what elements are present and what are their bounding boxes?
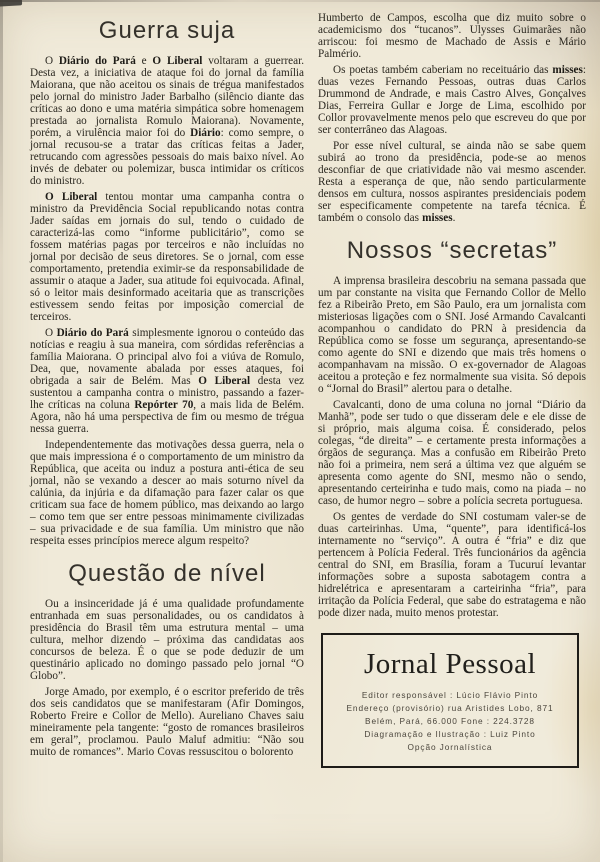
masthead-line: Endereço (provisório) rua Aristides Lobo, 871	[346, 703, 554, 713]
scan-edge-top	[0, 0, 600, 2]
article-paragraph: Independentemente das motivações dessa guerra, nela o que mais impressiona é o comportamento de um ministro da República, que aceita ou induz a postura anti-ética de seu jornal, não se vexando a descer ao mais soturno nível da calúnia, da injúria e da difamação para fazer calar os que criticam sua face de homem público, mas deixando ao largo – como tem que ser entre pessoas minimamente civilizadas – sua privacidade e de sua família. Um ministro que não respeita esses princípios merece algum respeito?	[30, 439, 304, 547]
article-paragraph: Ou a insinceridade já é uma qualidade profundamente entranhada em suas personalidades, ou os candidatos à presidência do Brasil têm uma estrutura mental – uma cultura, melhor dizendo – próxima das candidatas aos concursos de beleza. É o que se pode deduzir de um questinário aplicado no domingo passado pelo jornal “O Globo”.	[30, 598, 304, 682]
article-paragraph: Humberto de Campos, escolha que diz muito sobre o academicismo dos “tucanos”. Ulysses Guimarães não arriscou: foi mesmo de Machado de Assis e Mário Palmério.	[318, 12, 586, 60]
headline-guerra-suja: Guerra suja	[98, 17, 236, 44]
masthead-line: Belém, Pará, 66.000 Fone : 224.3728	[365, 716, 535, 726]
article-paragraph: O Diário do Pará simplesmente ignorou o conteúdo das notícias e reagiu à sua maneira, com sórdidas referências a família Maiorana. O principal alvo foi a viúva de Romulo, Dea, que, novamente abalada por esses ataques, foi obrigada a sair de Belém. Mas O Liberal desta vez sustentou a campanha contra o ministro, passando a fazer-lhe críticas na coluna Repórter 70, a mais lida de Belém. Agora, não há uma perspectiva de fim ou mesmo de trégua nessa guerra.	[30, 327, 304, 435]
masthead-line: Diagramação e Ilustração : Luiz Pinto	[364, 729, 536, 739]
masthead-line: Editor responsável : Lúcio Flávio Pinto	[361, 690, 539, 700]
article-paragraph: Os gentes de verdade do SNI costumam valer-se de duas carteirinhas. Uma, “quente”, para identificá-los internamente no “serviço”. A outra é “fria” e diz que pertencem à Polícia Federal. Três funcionários da agência central do SNI, em Brasília, foram a Tucuruí levantar informações sobre a suposta sabotagem contra a hidrelétrica e apresentaram a carteirinha “fria”, para irritação da Polícia Federal, que sabe do estratagema e não pode dizer nada, muito menos protestar.	[318, 511, 586, 619]
scan-edge-left	[0, 0, 3, 862]
headline-nossos-secretas: Nossos “secretas”	[346, 237, 558, 264]
masthead-logo: Jornal Pessoal	[363, 648, 537, 680]
masthead-line: Opção Jornalística	[407, 742, 493, 752]
left-column	[30, 16, 304, 762]
article-paragraph: Os poetas também caberiam no receituário das misses: duas vezes Fernando Pessoas, outras duas Carlos Drummond de Andrade, e mais Castro Alves, Gonçalves Dias, Ferreira Gullar e Jorge de Lima, escolhido por Collor provavelmente menos pelo que escreveu do que por ser conterrâneo das Alagoas.	[318, 64, 586, 136]
masthead-lines	[325, 689, 575, 754]
article-paragraph: O Liberal tentou montar uma campanha contra o ministro da Previdência Social republicando notas contra Jader saídas em jornais do sul, tendo o cuidado de caracterizá-las como “informe publicitário”, como se fossem matérias pagas por terceiros e não incluídas no jornal por decisão de seus diretores. Se o jornal, com esse comportamento, pretendia eximir-se da responsabilidade de assumir o ataque a Jader, sua atitude foi equivocada. Afinal, só o leitor mais desinformado aceitaria que as transcrições estivessem sendo feitas por imposição comercial de terceiros.	[30, 191, 304, 323]
article-paragraph: O Diário do Pará e O Liberal voltaram a guerrear. Desta vez, a iniciativa de ataque foi do jornal da família Maiorana, que não aceitou os sinais de trégua manifestados pelo jornal do ministro Jader Barbalho (silêncio diante das críticas ao dono e uma matéria simpática sobre homenagem prestada ao jornalista Romulo Maiorana). Novamente, porém, a virulência maior foi do Diário: como sempre, o jornal recusou-se a tratar das críticas feitas a Jader, retrucando com agressões pessoais do mais baixo nível. Ao invés de debater ou polemizar, busca intimidar os críticos do ministro.	[30, 55, 305, 187]
article-paragraph: Cavalcanti, dono de uma coluna no jornal “Diário da Manhã”, pode ser tudo o que disseram dele e ele disse de si próprio, mais alguma coisa. É considerado, pelos colegas, “de direita” – e certamente presta informações a órgãos de segurança. Mas a confusão em Ribeirão Preto não foi a primeira, nem será a última vez que alguém se apresenta como agente do SNI, mesmo não o sendo, apresentando certeirinha e tudo mais, como na piada – no caso, de humor negro – sobre a polícia secreta portuguesa.	[318, 399, 586, 507]
article-paragraph: Por esse nível cultural, se ainda não se sabe quem subirá ao trono da presidência, pode-se ao menos desconfiar de que criatividade não vai mesmo ascender. Resta a esperança de que, não sendo particularmente densos em cultura, nossos aspirantes presidenciais podem ser especificamente competente na tarefa técnica. É também o consolo das misses.	[318, 140, 586, 224]
masthead-box	[321, 633, 579, 768]
headline-questao-de-nivel: Questão de nível	[68, 560, 266, 587]
article-paragraph: Jorge Amado, por exemplo, é o escritor preferido de três dos seis candidatos que se manifestaram (Afir Domingos, Roberto Freire e Collor de Mello). Aureliano Chaves saiu mineiramente pela tangente: “gosto de romances brasileiros em geral”, proclamou. Paulo Maluf admitiu: “Não sou muito de romances”. Mario Covas ressuscitou o bolorento	[30, 686, 304, 758]
right-column-text	[318, 12, 586, 619]
left-column-text	[30, 16, 304, 758]
right-column	[318, 12, 586, 768]
article-paragraph: A imprensa brasileira descobriu na semana passada que um par constante na visita que Fernando Collor de Mello fez a Ribeirão Preto, em São Paulo, era um jornalista com misteriosas ligações com o SNI. José Armando Cavalcanti acompanhou o candidato do PRN à presidencia da República como se fosse um segurança, apresentando-se como agente do SNI e dizendo que mais três homens o acompanhavam na missão. O ex-governador de Alagoas aceitou a proteção e fez normalmente sua visita. Só depois o “Jornal do Brasil” alertou para o detalhe.	[318, 275, 586, 395]
